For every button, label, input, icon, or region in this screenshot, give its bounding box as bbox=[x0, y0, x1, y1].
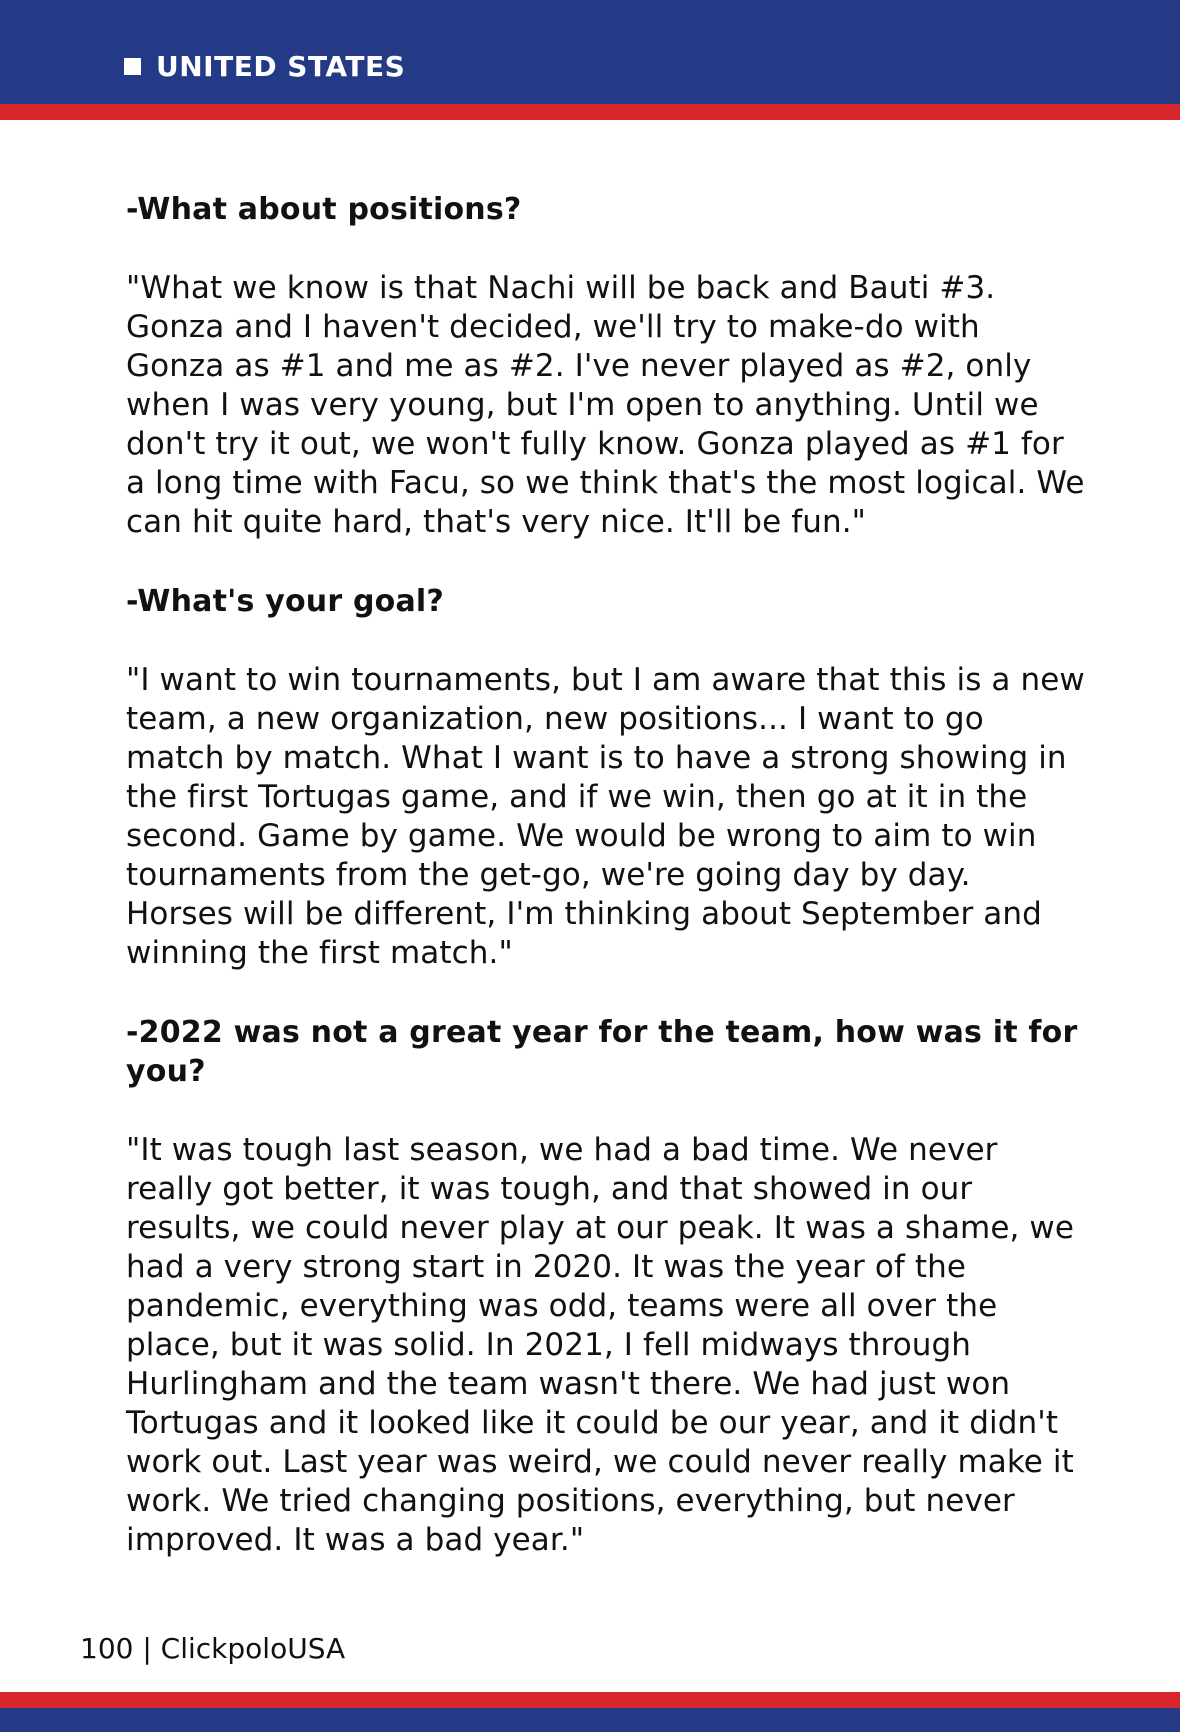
square-icon bbox=[124, 58, 141, 75]
question: -What about positions? bbox=[126, 192, 522, 227]
answer: "It was tough last season, we had a bad time. We never really got better, it was tough, and that showed in our results, we could never play at our peak. It was a shame, we had a very strong start in 2020. It was the year of the pandemic, everything was odd, teams were all over the place, but it was solid. In 2021, I fell midways through Hurlingham and the team wasn't there. We had just won Tortugas and it looked like it could be our year, and it didn't work out. Last year was weird, we could never really make it work. We tried changing positions, everything, but never improved. It was a bad year." bbox=[126, 1132, 1075, 1558]
question: -2022 was not a great year for the team, how was it for you? bbox=[126, 1015, 1078, 1089]
page-footer: 100 | ClickpoloUSA bbox=[80, 1632, 346, 1665]
footer-band bbox=[0, 1708, 1180, 1732]
answer: "What we know is that Nachi will be back and Bauti #3. Gonza and I haven't decided, we'll try to make-do with Gonza as #1 and me as #2. I've never played as #2, only when I was very young, but I'm open to anything. Until we don't try it out, we won't fully know. Gonza played as #1 for a long time with Facu, so we think that's the most logical. We can hit quite hard, that's very nice. It'll be fun." bbox=[126, 270, 1085, 540]
interview-content bbox=[126, 190, 1086, 1600]
footer-stripe bbox=[0, 1692, 1180, 1708]
question: -What's your goal? bbox=[126, 584, 444, 619]
section-label bbox=[124, 50, 405, 83]
header-stripe bbox=[0, 104, 1180, 120]
answer: "I want to win tournaments, but I am aware that this is a new team, a new organization, new positions... I want to go match by match. What I want is to have a strong showing in the first Tortugas game, and if we win, then go at it in the second. Game by game. We would be wrong to aim to win tournaments from the get-go, we're going day by day. Horses will be different, I'm thinking about September and winning the first match." bbox=[126, 662, 1085, 971]
section-label-text: UNITED STATES bbox=[156, 50, 406, 83]
